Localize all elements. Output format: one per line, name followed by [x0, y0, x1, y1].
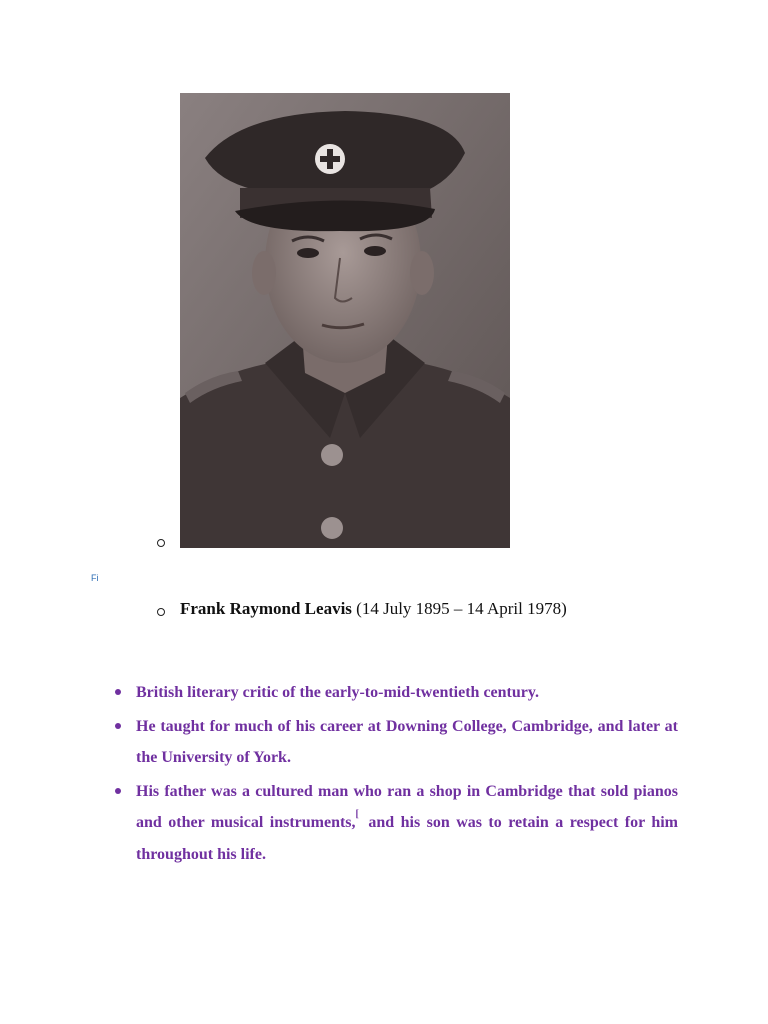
list-item-text: He taught for much of his career at Downing College, Cambridge, and later at the University of York.: [136, 717, 678, 766]
list-item-text-before: His father was a cultured man who ran a shop in Cambridge that sold pianos and other musical instruments,: [136, 782, 678, 831]
name-list-bullet: [157, 608, 165, 616]
facts-list: [113, 677, 678, 872]
soldier-portrait-illustration: [180, 93, 510, 548]
photo-list-bullet: [157, 539, 165, 547]
list-item: [113, 711, 678, 774]
list-item: [113, 776, 678, 871]
name-line: [180, 599, 567, 619]
list-item-text: British literary critic of the early-to-mid-twentieth century.: [136, 684, 539, 701]
bullet-dot-icon: [115, 723, 121, 729]
bullet-dot-icon: [115, 788, 121, 794]
person-name: Frank Raymond Leavis: [180, 599, 352, 618]
portrait-photo: [180, 93, 510, 548]
list-item: [113, 677, 678, 709]
reference-marker: [: [355, 809, 359, 820]
footnote-marker: Fi: [91, 573, 99, 583]
life-dates: (14 July 1895 – 14 April 1978): [356, 599, 567, 618]
list-item-text-after: and his son was to retain a respect for him throughout his life.: [136, 814, 679, 863]
bullet-dot-icon: [115, 689, 121, 695]
